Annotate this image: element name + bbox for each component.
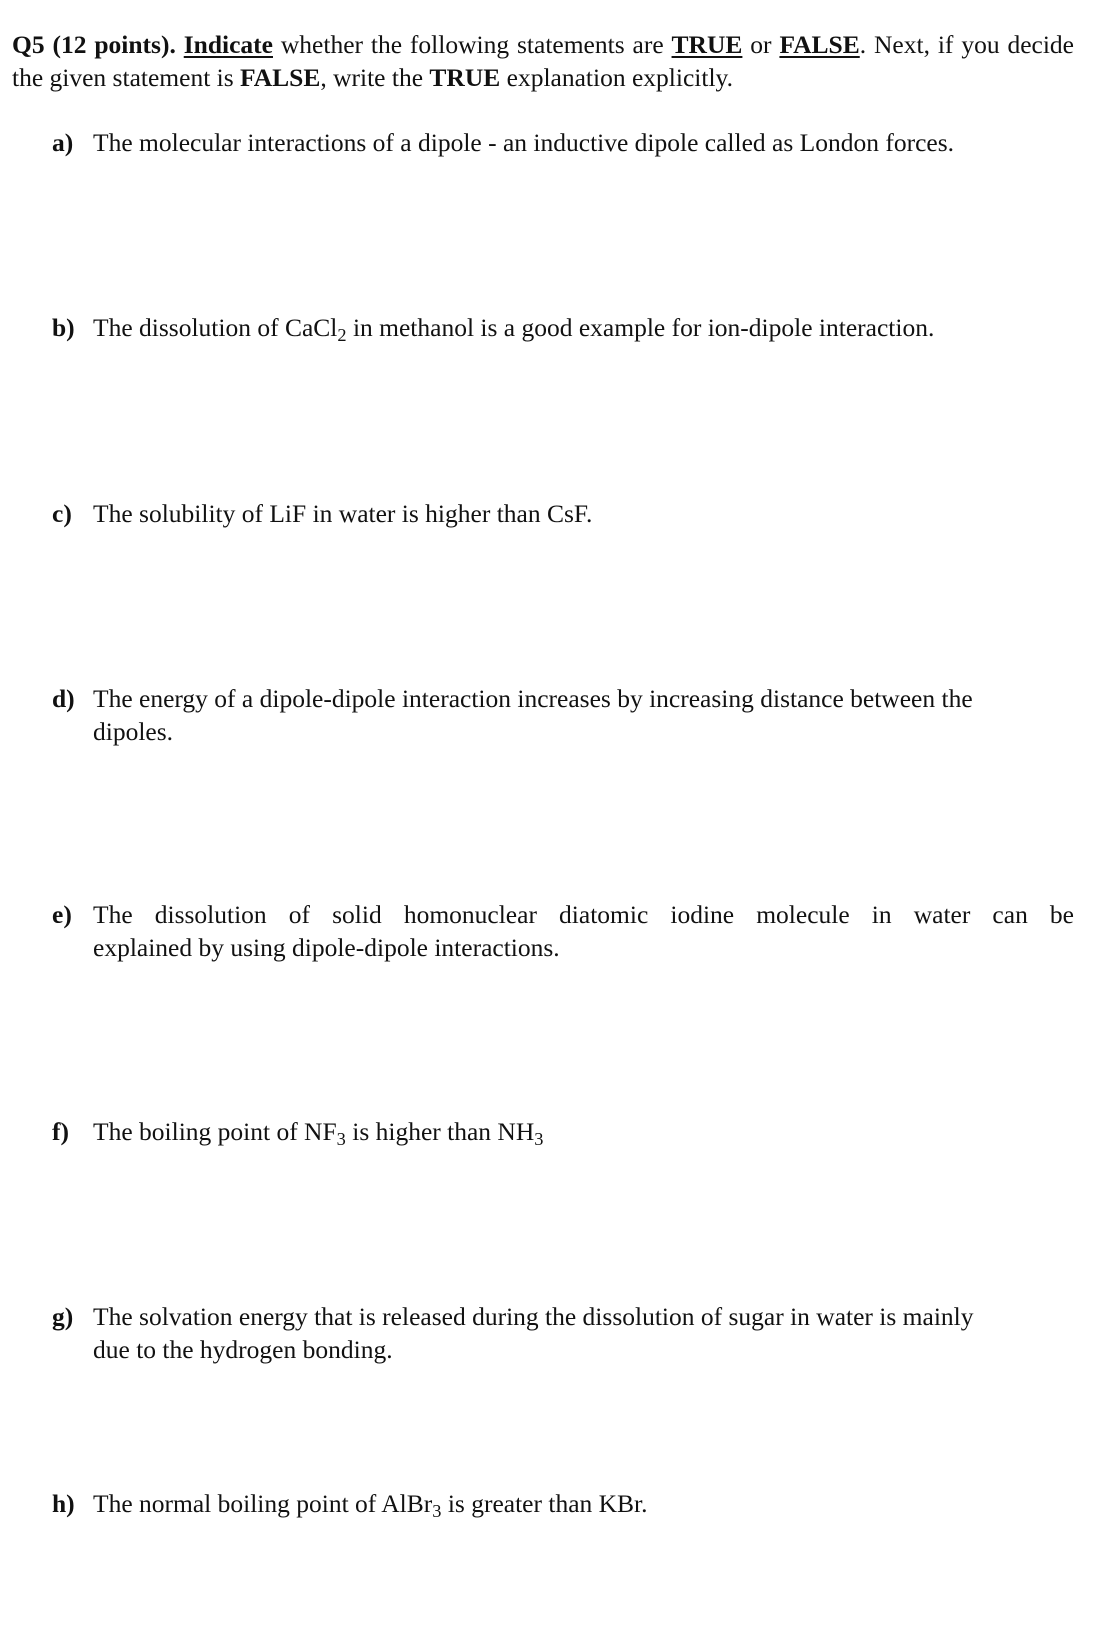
header-text-2: or [742, 30, 780, 59]
statement-f-subscript-1: 3 [336, 1129, 346, 1150]
statement-b-post: in methanol is a good example for ion-dipole interaction. [346, 313, 935, 342]
statement-e-line-1: The dissolution of solid homonuclear diatomic iodine molecule in water can be [93, 900, 1074, 929]
statement-g [52, 1300, 1074, 1366]
statement-h-post: is greater than KBr. [441, 1489, 648, 1518]
statement-h-subscript: 3 [432, 1501, 442, 1522]
statement-h-pre: The normal boiling point of AlBr [93, 1489, 433, 1518]
statement-f-label: f) [52, 1117, 69, 1146]
statement-e-text [93, 898, 1074, 964]
header-text-1: whether the following statements are [272, 30, 672, 59]
true-word: TRUE [671, 30, 743, 59]
false-word-2: FALSE [240, 63, 321, 92]
statement-g-line-2: due to the hydrogen bonding. [93, 1335, 393, 1364]
statement-f-text [93, 1115, 1074, 1148]
statement-f-pre: The boiling point of NF [93, 1117, 337, 1146]
statement-h-label: h) [52, 1489, 75, 1518]
statement-b [52, 311, 1074, 344]
header-text-5: explanation explicitly. [500, 63, 734, 92]
question-label: Q5 (12 points). [12, 30, 176, 59]
indicate-word: Indicate [183, 30, 273, 59]
header-space [176, 30, 184, 59]
statement-c-text: The solubility of LiF in water is higher than CsF. [93, 499, 593, 528]
statement-d-label: d) [52, 684, 75, 713]
statement-b-pre: The dissolution of CaCl [93, 313, 338, 342]
statement-h-text [93, 1487, 1074, 1520]
statement-f-mid: is higher than NH [345, 1117, 535, 1146]
statement-a [52, 126, 1074, 159]
statement-g-text [93, 1300, 1074, 1366]
statement-b-subscript: 2 [337, 325, 347, 346]
true-word-2: TRUE [429, 63, 501, 92]
header-text-3: . Next, if you decide the given statement is [12, 30, 1074, 92]
statement-e [52, 898, 1074, 964]
statement-e-label: e) [52, 900, 72, 929]
statement-b-label: b) [52, 313, 75, 342]
statement-d [52, 682, 1074, 748]
question-header [12, 28, 1074, 94]
statement-b-text [93, 311, 1074, 344]
statement-a-label: a) [52, 128, 74, 157]
statement-f-subscript-2: 3 [534, 1129, 544, 1150]
statement-f [52, 1115, 1074, 1148]
statement-g-line-1: The solvation energy that is released during the dissolution of sugar in water is mainly [93, 1302, 974, 1331]
statement-h [52, 1487, 1074, 1520]
statement-d-line-2: dipoles. [93, 717, 174, 746]
false-word: FALSE [779, 30, 860, 59]
statement-d-line-1: The energy of a dipole-dipole interaction increases by increasing distance between the [93, 684, 973, 713]
statement-c [52, 497, 1074, 530]
statement-g-label: g) [52, 1302, 74, 1331]
statement-e-line-2: explained by using dipole-dipole interactions. [93, 933, 560, 962]
statement-c-label: c) [52, 499, 72, 528]
statement-a-text: The molecular interactions of a dipole - an inductive dipole called as London forces. [93, 128, 955, 157]
statement-d-text [93, 682, 1074, 748]
header-text-4: , write the [320, 63, 430, 92]
